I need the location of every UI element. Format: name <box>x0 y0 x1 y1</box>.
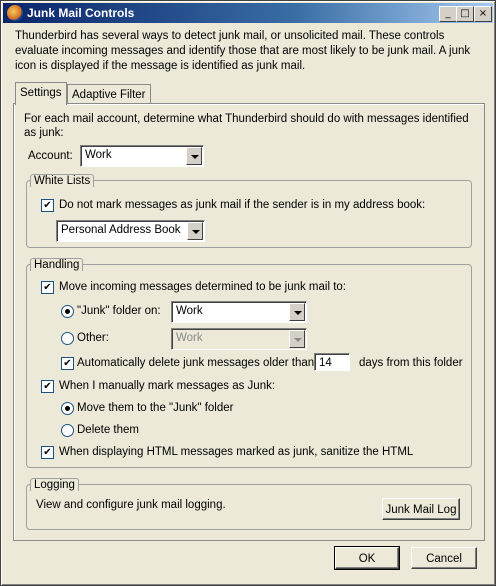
chevron-down-icon[interactable] <box>289 303 305 321</box>
junk-folder-radio[interactable] <box>61 305 74 318</box>
sanitize-html-checkbox[interactable]: ✔ <box>41 446 54 459</box>
junk-folder-label: "Junk" folder on: <box>77 305 161 317</box>
address-book-select[interactable] <box>56 220 205 242</box>
logging-legend: Logging <box>30 478 79 491</box>
chevron-down-icon[interactable] <box>289 330 305 348</box>
close-button[interactable]: × <box>474 6 492 22</box>
account-label: Account: <box>28 150 73 162</box>
handling-legend: Handling <box>30 258 83 271</box>
chevron-down-icon[interactable] <box>187 222 203 240</box>
days-suffix: days from this folder <box>359 357 463 369</box>
tab-adaptive-filter[interactable]: Adaptive Filter <box>67 84 151 105</box>
cancel-button[interactable]: Cancel <box>411 547 477 569</box>
junk-mail-log-button[interactable]: Junk Mail Log <box>382 498 460 520</box>
tab-settings[interactable]: Settings <box>15 82 67 105</box>
auto-delete-checkbox[interactable]: ✔ <box>61 357 74 370</box>
white-list-label: Do not mark messages as junk mail if the sender is in my address book: <box>59 199 426 211</box>
title-bar[interactable] <box>3 3 493 23</box>
thunderbird-icon <box>7 5 23 21</box>
move-junk-label: Move incoming messages determined to be junk mail to: <box>59 281 347 293</box>
settings-intro: For each mail account, determine what Thunderbird should do with messages identified as junk: <box>24 113 469 139</box>
delete-radio[interactable] <box>61 424 74 437</box>
white-lists-legend: White Lists <box>30 174 94 187</box>
move-junk-checkbox[interactable]: ✔ <box>41 281 54 294</box>
auto-delete-label: Automatically delete junk messages older than <box>77 357 315 369</box>
other-folder-radio[interactable] <box>61 332 74 345</box>
other-folder-value: Work <box>176 332 203 344</box>
manual-junk-label: When I manually mark messages as Junk: <box>59 380 276 392</box>
white-list-checkbox[interactable]: ✔ <box>41 199 54 212</box>
sanitize-html-label: When displaying HTML messages marked as junk, sanitize the HTML <box>59 446 414 458</box>
window-title: Junk Mail Controls <box>27 6 135 20</box>
junk-folder-value: Work <box>176 305 203 317</box>
move-to-junk-radio[interactable] <box>61 402 74 415</box>
address-book-value: Personal Address Book <box>61 224 181 236</box>
account-select[interactable] <box>80 145 204 167</box>
account-select-value: Work <box>85 149 112 161</box>
maximize-button[interactable]: □ <box>456 6 474 22</box>
days-input[interactable]: 14 <box>314 353 350 371</box>
other-folder-label: Other: <box>77 332 109 344</box>
description-text: Thunderbird has several ways to detect junk mail, or unsolicited mail. These controls evaluate incoming messages and identify those that are most likely to be junk mail. A junk icon is displayed if the message is identified as junk mail. <box>15 30 471 72</box>
logging-text: View and configure junk mail logging. <box>36 499 226 511</box>
ok-button[interactable]: OK <box>335 547 399 569</box>
settings-panel <box>13 103 485 541</box>
delete-label: Delete them <box>77 424 140 436</box>
chevron-down-icon[interactable] <box>186 147 202 165</box>
minimize-button[interactable]: _ <box>439 6 457 22</box>
other-folder-select[interactable] <box>171 328 307 350</box>
move-to-junk-label: Move them to the "Junk" folder <box>77 402 234 414</box>
junk-folder-select[interactable] <box>171 301 307 323</box>
manual-junk-checkbox[interactable]: ✔ <box>41 380 54 393</box>
